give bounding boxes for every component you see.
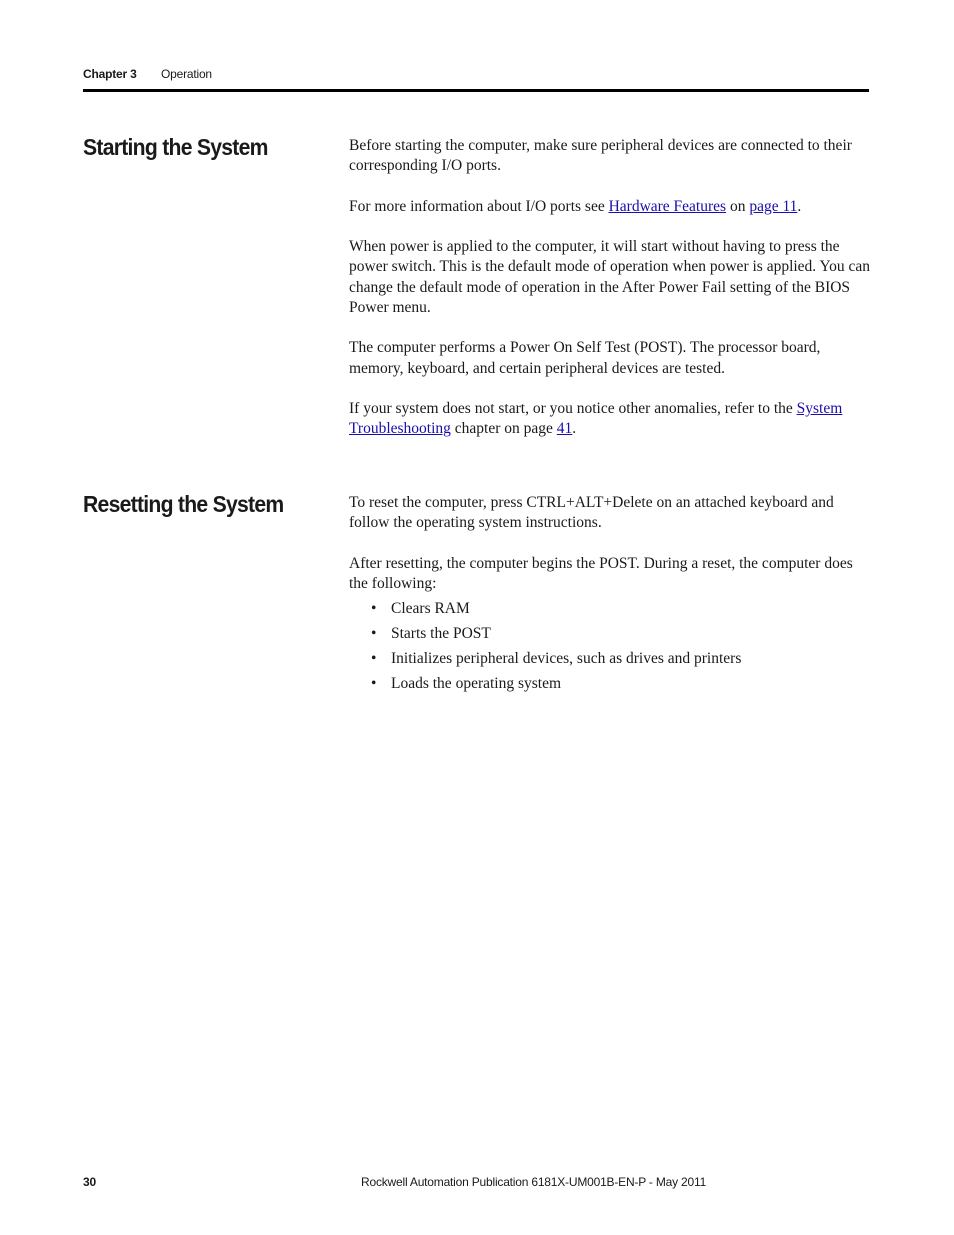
section-label: Operation	[161, 67, 212, 81]
list-item-text: Starts the POST	[391, 625, 491, 643]
chapter-label: Chapter 3	[83, 67, 137, 81]
list-item-text: Loads the operating system	[391, 675, 562, 693]
paragraph: Before starting the computer, make sure peripheral devices are connected to their corresponding I/O ports.	[349, 137, 852, 175]
heading-starting-the-system: Starting the System	[83, 134, 268, 160]
bullet-icon: •	[371, 600, 377, 618]
hardware-features-link[interactable]: Hardware Features	[608, 197, 727, 215]
bullet-icon: •	[371, 675, 377, 693]
paragraph	[349, 197, 871, 217]
text: For more information about I/O ports see	[349, 197, 609, 215]
running-header	[83, 66, 869, 90]
list-item	[349, 599, 871, 624]
paragraph: To reset the computer, press CTRL+ALT+Delete on an attached keyboard and follow the operating system instructions.	[349, 494, 834, 532]
text: .	[572, 420, 577, 438]
heading-resetting-the-system: Resetting the System	[83, 491, 284, 517]
list-item	[349, 624, 871, 649]
paragraph: When power is applied to the computer, it will start without having to press the power switch. This is the default mode of operation when power is applied. You can change the default mode of operation in the After Power Fail setting of the BIOS Power menu.	[349, 238, 871, 316]
header-rule	[83, 89, 869, 92]
text: .	[797, 197, 802, 215]
text: If your system does not start, or you notice other anomalies, refer to the	[349, 400, 797, 418]
resetting-section-body	[349, 493, 871, 699]
paragraph: After resetting, the computer begins the POST. During a reset, the computer does the following:	[349, 554, 853, 592]
system-troubleshooting-link[interactable]: System Troubleshooting	[349, 400, 843, 438]
list-item-text: Clears RAM	[391, 600, 470, 618]
page-footer	[83, 1175, 869, 1193]
page-11-link[interactable]: page 11	[749, 197, 798, 215]
list-item	[349, 674, 871, 699]
page-41-link[interactable]: 41	[556, 420, 573, 438]
bullet-icon: •	[371, 650, 377, 668]
paragraph	[349, 399, 871, 439]
text: on	[726, 197, 750, 215]
bullet-list	[349, 599, 871, 699]
publication-id: Rockwell Automation Publication 6181X-UM001B-EN-P - May 2011	[361, 1175, 707, 1189]
list-item-text: Initializes peripheral devices, such as drives and printers	[391, 650, 742, 668]
bullet-icon: •	[371, 625, 377, 643]
text: chapter on page	[450, 420, 557, 438]
paragraph: The computer performs a Power On Self Test (POST). The processor board, memory, keyboard, and certain peripheral devices are tested.	[349, 339, 821, 377]
list-item	[349, 649, 871, 674]
page-number: 30	[83, 1175, 96, 1189]
starting-section-body	[349, 136, 871, 460]
